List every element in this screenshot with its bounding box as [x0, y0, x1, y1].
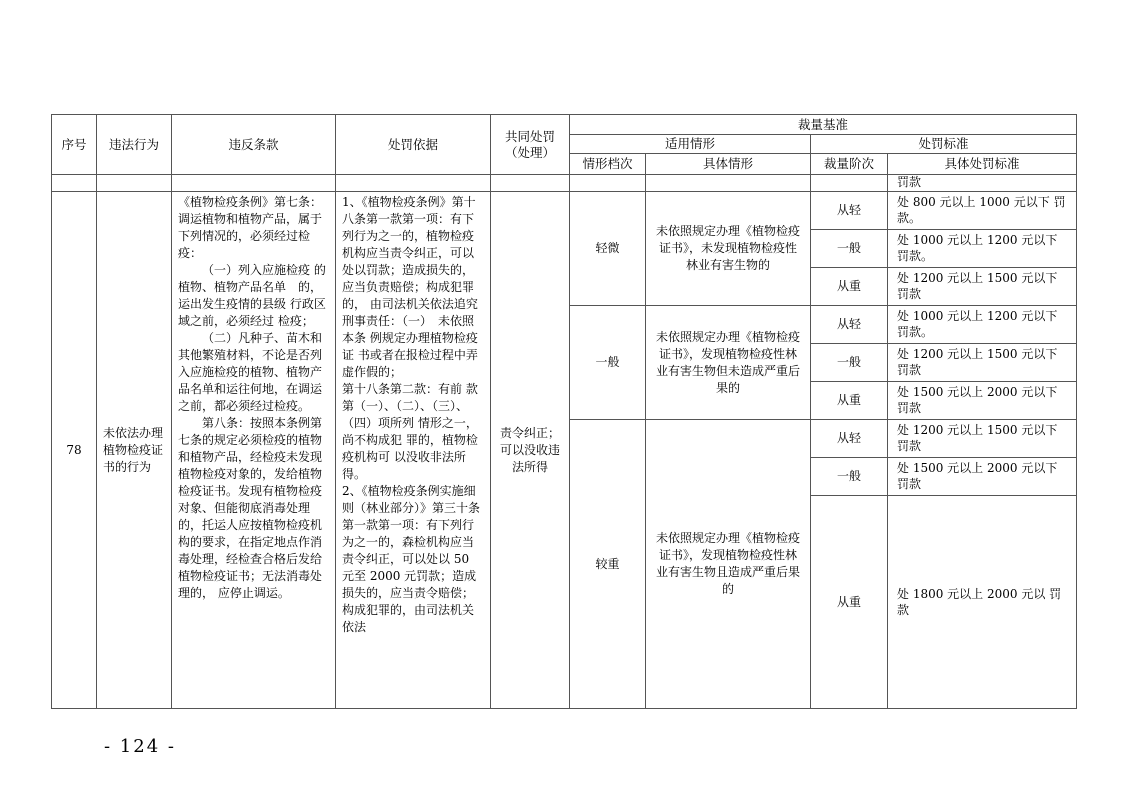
carryover-blank-common: [490, 174, 569, 191]
header-penalty-standard: 处罚标准: [810, 134, 1077, 153]
header-violation: 违法行为: [96, 114, 171, 174]
carryover-blank-clause: [171, 174, 335, 191]
level-serious: 较重: [569, 419, 645, 709]
row-common-penalty: 责令纠正；可以没收违法所得: [490, 191, 569, 709]
penalty-serious-heavier: [887, 495, 1077, 709]
carryover-blank-basis: [335, 174, 490, 191]
degree-serious-lighter: 从轻: [810, 419, 887, 457]
degree-general-lighter: 从轻: [810, 305, 887, 343]
basis-para-3: 2、《植物检疫条例实施细则（林业部分）》第三十条第一款第一项：有下列行为之一的，森检机构应当责令纠正，可以处以 50 元至 2000 元罚款；造成损失的，应当责令赔偿；构成犯罪的，由司法机关依法: [342, 484, 481, 634]
header-discretion: 裁量基准: [569, 114, 1077, 134]
row-violation-text: 未依法办理植物检疫证书的行为: [103, 425, 164, 474]
carryover-blank-situation: [645, 174, 810, 191]
degree-general-heavier: 从重: [810, 381, 887, 419]
carryover-blank-seq: [51, 174, 96, 191]
penalty-general-heavier: 处 1500 元以上 2000 元以下 罚款: [887, 381, 1077, 419]
row-basis: [335, 191, 490, 709]
penalty-general-normal: 处 1200 元以上 1500 元以下 罚款: [887, 343, 1077, 381]
header-discretion-level: 裁量阶次: [810, 153, 887, 174]
header-applicable-situation: 适用情形: [569, 134, 810, 153]
row-clause: [171, 191, 335, 709]
degree-minor-heavier: 从重: [810, 267, 887, 305]
row-violation: [96, 191, 171, 709]
header-specific-penalty: 具体处罚标准: [887, 153, 1077, 174]
penalty-serious-normal: 处 1500 元以上 2000 元以下 罚款: [887, 457, 1077, 495]
basis-para-2: 第十八条第二款：有前 款第（一）、（二）、（三）、（四）项所列 情形之一，尚不构成犯 罪的，植物检疫机构可 以没收非法所得。: [342, 382, 478, 481]
penalty-minor-normal: 处 1000 元以上 1200 元以下 罚款。: [887, 229, 1077, 267]
basis-para-1: 1、《植物检疫条例》第十八条第一款第一项：有下列行为之一的，植物检疫机构应当责令纠正，可以处以罚款；造成损失的，应当负责赔偿；构成犯罪的， 由司法机关依法追究刑事责任：（一） 未依照本条 例规定办理植物检疫证 书或者在报检过程中弄 虚作假的；: [342, 195, 478, 379]
penalty-general-lighter: 处 1000 元以上 1200 元以下 罚款。: [887, 305, 1077, 343]
situation-serious: 未依照规定办理《植物检疫证书》，发现植物检疫性林业有害生物且造成严重后果的: [645, 419, 810, 709]
page-number: - 124 -: [104, 736, 176, 757]
degree-general-normal: 一般: [810, 343, 887, 381]
header-seq: 序号: [51, 114, 96, 174]
row-seq: 78: [51, 191, 96, 709]
carryover-penalty: 罚款: [887, 174, 1077, 191]
clause-para-4: 第八条：按照本条例第七条的规定必须检疫的植物和植物产品，经检疫未发现植物检疫对象的，发给植物检疫证书。发现有植物检疫对象、但能彻底消毒处理的，托运人应按植物检疫机构的要求，在指定地点作消毒处理，经检查合格后发给植物检疫证书；无法消毒处理的， 应停止调运。: [178, 416, 323, 600]
carryover-blank-violation: [96, 174, 171, 191]
clause-para-2: （一）列入应施检疫 的植物、植物产品名单 的，运出发生疫情的县级 行政区域之前，必须经过 检疫；: [178, 263, 326, 328]
level-general: 一般: [569, 305, 645, 419]
penalty-minor-heavier: 处 1200 元以上 1500 元以下 罚款: [887, 267, 1077, 305]
level-minor: 轻微: [569, 191, 645, 305]
situation-general: 未依照规定办理《植物检疫证书》，发现植物检疫性林业有害生物但未造成严重后果的: [645, 305, 810, 419]
clause-para-1: 《植物检疫条例》第七条：调运植物和植物产品，属于下列情况的，必须经过检疫：: [178, 195, 323, 260]
header-basis: 处罚依据: [335, 114, 490, 174]
penalty-serious-lighter: 处 1200 元以上 1500 元以下 罚款: [887, 419, 1077, 457]
degree-serious-heavier: 从重: [810, 495, 887, 709]
header-situation-level: 情形档次: [569, 153, 645, 174]
situation-minor: 未依照规定办理《植物检疫证书》，未发现植物检疫性林业有害生物的: [645, 191, 810, 305]
header-clause: 违反条款: [171, 114, 335, 174]
penalty-table: [51, 114, 1077, 709]
degree-minor-normal: 一般: [810, 229, 887, 267]
carryover-blank-degree: [810, 174, 887, 191]
carryover-blank-level: [569, 174, 645, 191]
header-common-penalty: 共同处罚 （处理）: [490, 114, 569, 174]
penalty-minor-lighter: 处 800 元以上 1000 元以下 罚 款。: [887, 191, 1077, 229]
degree-minor-lighter: 从轻: [810, 191, 887, 229]
clause-para-3: （二）凡种子、苗木和其他繁殖材料，不论是否列入应施检疫的植物、植物产品名单和运往何地，在调运之前，都必须经过检疫。: [178, 331, 323, 413]
penalty-serious-heavier-text: 处 1800 元以上 2000 元以 罚 款: [897, 587, 1062, 617]
degree-serious-normal: 一般: [810, 457, 887, 495]
header-specific-situation: 具体情形: [645, 153, 810, 174]
